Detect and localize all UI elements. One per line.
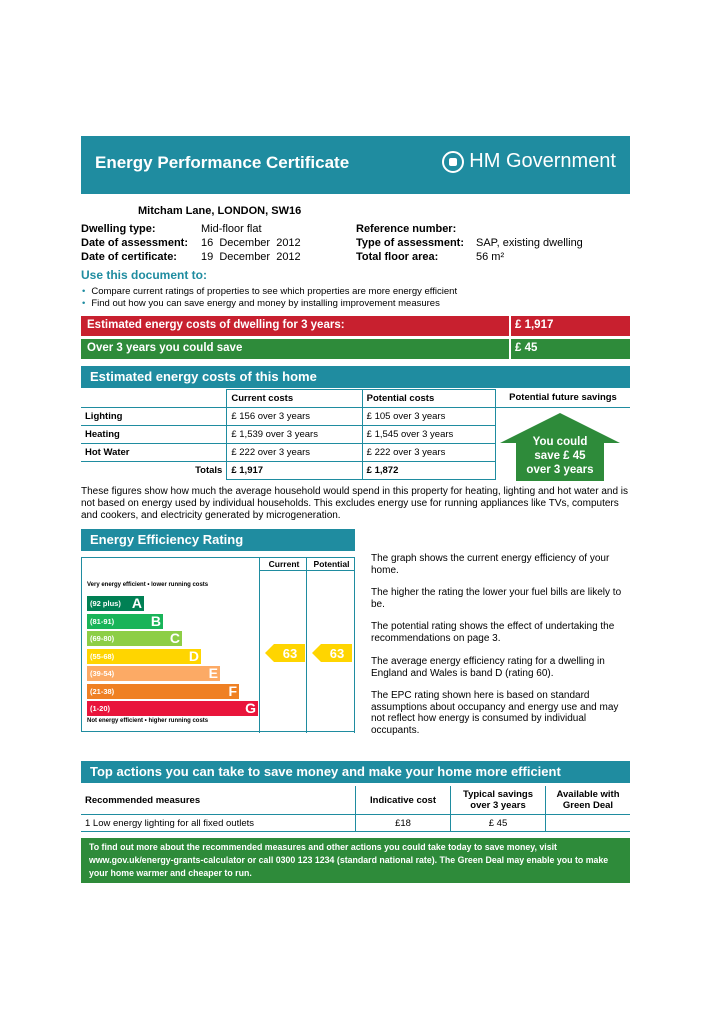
rating-bottom-label: Not energy efficient • higher running costs	[87, 718, 209, 724]
floor-area-value: 56 m²	[476, 251, 505, 263]
estimated-cost-label: Estimated energy costs of dwelling for 3 years:	[87, 319, 345, 331]
footer-note: To find out more about the recommended measures and other actions you could take today to save money, visit www.gov.uk/energy-grants-calculator or call 0300 123 1234 (standard national rate). The Green Deal may enable you to make your home warmer and cheaper to run.	[81, 838, 630, 883]
rating-band-g	[87, 701, 258, 716]
totals-label: Totals	[81, 462, 227, 480]
use-bullet-2: • Find out how you can save energy and money by installing improvement measures	[82, 298, 440, 309]
table-row	[81, 426, 496, 444]
band-range: (81-91)	[90, 616, 115, 626]
table-header: Indicative cost	[356, 786, 451, 815]
current-rating-arrow	[265, 644, 305, 662]
rating-paragraph-3: The potential rating shows the effect of undertaking the recommendations on page 3.	[371, 621, 615, 644]
totals-potential: £ 1,872	[362, 462, 495, 480]
table-cell: 1 Low energy lighting for all fixed outlets	[81, 815, 356, 832]
use-bullet-1: • Compare current ratings of properties to see which properties are more energy efficient	[82, 286, 458, 297]
estimated-cost-value: £ 1,917	[515, 319, 554, 331]
use-document-title: Use this document to:	[81, 268, 208, 282]
page-title: Energy Performance Certificate	[95, 153, 350, 172]
table-row	[81, 408, 496, 426]
table-cell: £ 1,539 over 3 years	[227, 426, 362, 444]
rating-band-d	[87, 649, 201, 664]
hm-government-logo	[442, 150, 616, 173]
date-certificate-value: 19 December 2012	[201, 251, 301, 263]
top-actions-title: Top actions you can take to save money and make your home more efficient	[90, 764, 561, 779]
band-range: (55-68)	[90, 651, 115, 661]
band-range: (69-80)	[90, 634, 115, 643]
dwelling-type-label: Dwelling type:	[81, 223, 156, 235]
band-range: (39-54)	[90, 669, 115, 678]
crest-icon	[442, 151, 464, 173]
rating-band-a	[87, 596, 144, 611]
type-assessment-label: Type of assessment:	[356, 237, 465, 249]
table-cell: £ 1,545 over 3 years	[362, 426, 495, 444]
table-cell	[546, 815, 631, 832]
table-cell: £ 222 over 3 years	[227, 444, 362, 462]
rating-band-e	[87, 666, 220, 681]
rating-paragraph-2: The higher the rating the lower your fuel bills are likely to be.	[371, 587, 622, 610]
date-assessment-label: Date of assessment:	[81, 237, 188, 249]
band-letter: C	[169, 630, 180, 646]
bullet-icon: •	[82, 286, 86, 297]
table-header: Available with Green Deal	[546, 786, 631, 815]
date-certificate-label: Date of certificate:	[81, 251, 177, 263]
band-letter: E	[208, 665, 218, 681]
rating-band-b	[87, 614, 163, 629]
table-header: Recommended measures	[81, 786, 356, 815]
recommendations-table	[81, 786, 630, 832]
costs-section-title: Estimated energy costs of this home	[90, 369, 317, 384]
potential-rating-arrow	[312, 644, 352, 662]
bullet-icon: •	[82, 298, 86, 309]
property-address: Mitcham Lane, LONDON, SW16	[138, 205, 302, 217]
potential-rating-value: 63	[329, 646, 345, 661]
estimated-cost-bar	[81, 316, 630, 336]
band-letter: F	[228, 682, 237, 699]
table-header: Potential costs	[362, 390, 495, 408]
certificate-header	[81, 136, 630, 194]
band-range: (1-20)	[90, 704, 111, 713]
band-range: (92 plus)	[90, 599, 121, 608]
rating-section-header	[81, 529, 355, 551]
table-header: Typical savings over 3 years	[451, 786, 546, 815]
table-row	[81, 786, 630, 815]
totals-current: £ 1,917	[227, 462, 362, 480]
type-assessment-value: SAP, existing dwelling	[476, 237, 583, 249]
rating-chart	[81, 557, 355, 732]
rating-band-c	[87, 631, 182, 646]
hm-government-text: HM Government	[469, 150, 616, 172]
rating-paragraph-4: The average energy efficiency rating for a dwelling in England and Wales is band D (rating 60).	[371, 656, 605, 679]
costs-note: These figures show how much the average household would spend in this property for heating, lighting and hot water and is not based on energy used by individual households. This excludes energy use for running appliances like TVs, computers and cookers, and electricity generated by microgeneration.	[81, 486, 629, 521]
band-letter: D	[188, 647, 199, 664]
rating-section-title: Energy Efficiency Rating	[90, 532, 244, 547]
floor-area-label: Total floor area:	[356, 251, 439, 263]
current-column-header: Current	[268, 559, 300, 569]
table-row	[81, 390, 496, 408]
band-letter: B	[150, 612, 161, 629]
rating-paragraph-5: The EPC rating shown here is based on standard assumptions about occupancy and energy use and may not reflect how energy is consumed by individual occupants.	[371, 690, 619, 736]
rating-top-label: Very energy efficient • lower running costs	[87, 582, 209, 588]
date-assessment-value: 16 December 2012	[201, 237, 301, 249]
potential-column-header: Potential	[313, 559, 350, 569]
costs-section-header	[81, 366, 630, 388]
row-label: Lighting	[81, 408, 227, 426]
band-letter: A	[131, 595, 142, 611]
table-header	[81, 390, 227, 408]
top-actions-header	[81, 761, 630, 783]
rating-band-f	[87, 684, 239, 699]
dwelling-type-value: Mid-floor flat	[201, 223, 262, 235]
band-range: (21-38)	[90, 686, 115, 696]
row-label: Heating	[81, 426, 227, 444]
reference-label: Reference number:	[356, 223, 457, 235]
costs-table	[81, 389, 496, 480]
table-row	[81, 444, 496, 462]
savings-arrow-text: You could save £ 45 over 3 years	[526, 436, 594, 476]
table-cell: £ 156 over 3 years	[227, 408, 362, 426]
could-save-value: £ 45	[515, 342, 538, 354]
table-cell: £ 105 over 3 years	[362, 408, 495, 426]
rating-paragraph-1: The graph shows the current energy efficiency of your home.	[371, 553, 610, 576]
table-row	[81, 815, 630, 832]
row-label: Hot Water	[81, 444, 227, 462]
table-cell: £ 222 over 3 years	[362, 444, 495, 462]
could-save-bar	[81, 339, 630, 359]
band-letter: G	[245, 700, 256, 716]
table-row	[81, 462, 496, 480]
table-header: Current costs	[227, 390, 362, 408]
future-savings-header: Potential future savings	[496, 389, 630, 408]
current-rating-value: 63	[282, 646, 298, 661]
could-save-label: Over 3 years you could save	[87, 342, 243, 354]
table-cell: £18	[356, 815, 451, 832]
table-cell: £ 45	[451, 815, 546, 832]
